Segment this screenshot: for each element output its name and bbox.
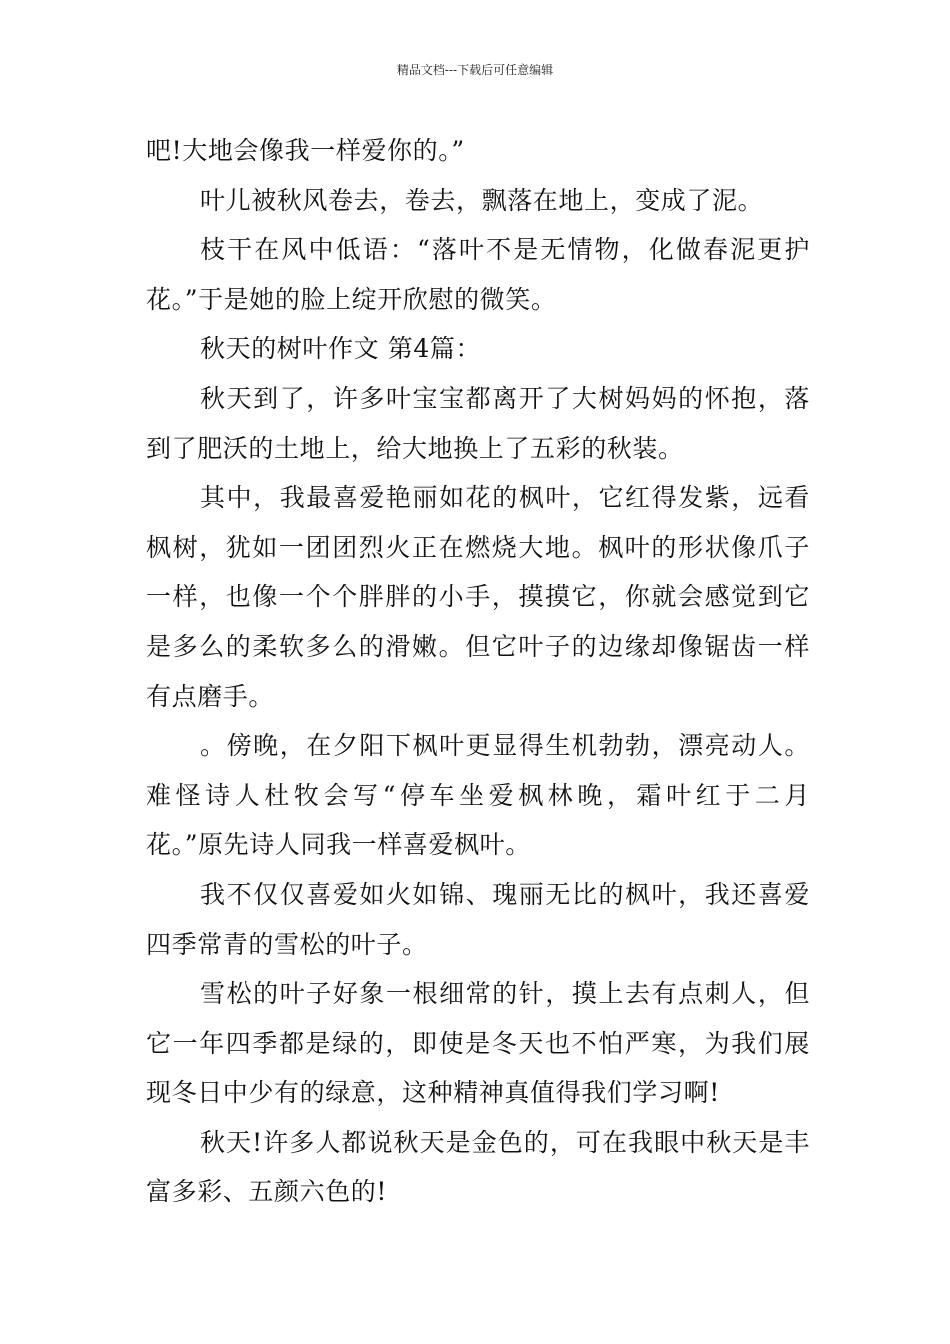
text-line-22: 富多彩、五颜六色的! — [146, 1177, 388, 1207]
text-line-4: 花。”于是她的脸上绽开欣慰的微笑。 — [146, 284, 557, 314]
document-body — [146, 126, 810, 1217]
text-line-8: 其中，我最喜爱艳丽如花的枫叶，它红得发紫，远看 — [200, 483, 810, 513]
text-line-19: 它一年四季都是绿的，即使是冬天也不怕严寒，为我们展 — [146, 1028, 810, 1058]
page-header: 精品文档---下载后可任意编辑 — [396, 63, 554, 77]
text-line-18: 雪松的叶子好象一根细常的针，摸上去有点刺人，但 — [200, 979, 810, 1009]
text-line-12: 有点磨手。 — [146, 681, 275, 711]
text-line-6: 秋天到了，许多叶宝宝都离开了大树妈妈的怀抱，落 — [200, 383, 810, 413]
text-line-11: 是多么的柔软多么的滑嫩。但它叶子的边缘却像锯齿一样 — [146, 631, 810, 661]
text-line-16: 我不仅仅喜爱如火如锦、瑰丽无比的枫叶，我还喜爱 — [200, 879, 810, 909]
text-line-20: 现冬日中少有的绿意，这种精神真值得我们学习啊! — [146, 1078, 720, 1108]
text-line-9: 枫树，犹如一团团烈火正在燃烧大地。枫叶的形状像爪子 — [146, 532, 810, 562]
text-line-7: 到了肥沃的土地上，给大地换上了五彩的秋装。 — [146, 433, 684, 463]
text-line-1: 吧!大地会像我一样爱你的。” — [146, 136, 465, 165]
text-line-2: 叶儿被秋风卷去，卷去，飘落在地上，变成了泥。 — [200, 185, 764, 215]
text-line-15: 花。”原先诗人同我一样喜爱枫叶。 — [146, 830, 531, 860]
text-line-3: 枝干在风中低语：“落叶不是无情物，化做春泥更护 — [200, 235, 810, 265]
text-line-10: 一样，也像一个个胖胖的小手，摸摸它，你就会感觉到它 — [146, 582, 810, 612]
text-line-13: 。傍晚，在夕阳下枫叶更显得生机勃勃，漂亮动人。 — [200, 731, 810, 761]
text-line-14: 难怪诗人杜牧会写“停车坐爱枫林晚，霜叶红于二月 — [146, 780, 810, 810]
text-line-17: 四季常青的雪松的叶子。 — [146, 929, 428, 959]
section-heading: 秋天的树叶作文 第4篇： — [200, 334, 482, 364]
text-line-21: 秋天!许多人都说秋天是金色的，可在我眼中秋天是丰 — [200, 1127, 810, 1157]
